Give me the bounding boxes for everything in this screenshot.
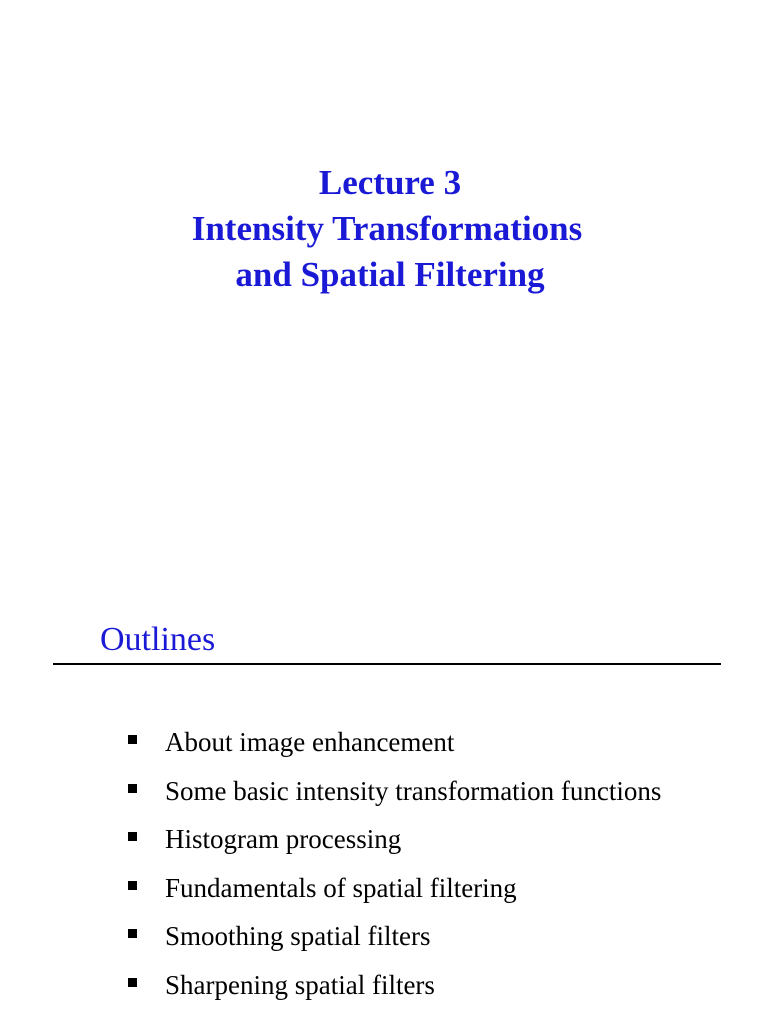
list-item-text: Histogram processing xyxy=(165,824,402,854)
square-bullet-icon xyxy=(128,978,137,987)
list-item-text: Some basic intensity transformation functions xyxy=(165,775,662,806)
list-item xyxy=(0,815,768,864)
list-item xyxy=(0,767,768,816)
list-item-text: Sharpening spatial filters xyxy=(165,969,435,1000)
list-item-text: Smoothing spatial filters xyxy=(165,921,431,951)
list-item xyxy=(0,961,768,1010)
list-item xyxy=(0,718,768,767)
square-bullet-icon xyxy=(128,784,137,793)
title-line-3: and Spatial Filtering xyxy=(235,255,545,294)
square-bullet-icon xyxy=(128,832,137,841)
heading-divider xyxy=(53,663,721,665)
square-bullet-icon xyxy=(128,881,137,890)
square-bullet-icon xyxy=(128,929,137,938)
list-item xyxy=(0,864,768,913)
list-item-text: About image enhancement xyxy=(165,727,455,757)
title-line-2: Intensity Transformations xyxy=(191,209,583,248)
square-bullet-icon xyxy=(128,735,137,744)
outline-list xyxy=(0,718,768,1009)
title-line-1: Lecture 3 xyxy=(318,163,462,202)
list-item xyxy=(0,912,768,961)
slide-title xyxy=(0,160,768,298)
list-item-text: Fundamentals of spatial filtering xyxy=(165,872,517,903)
outlines-heading: Outlines xyxy=(100,621,216,658)
